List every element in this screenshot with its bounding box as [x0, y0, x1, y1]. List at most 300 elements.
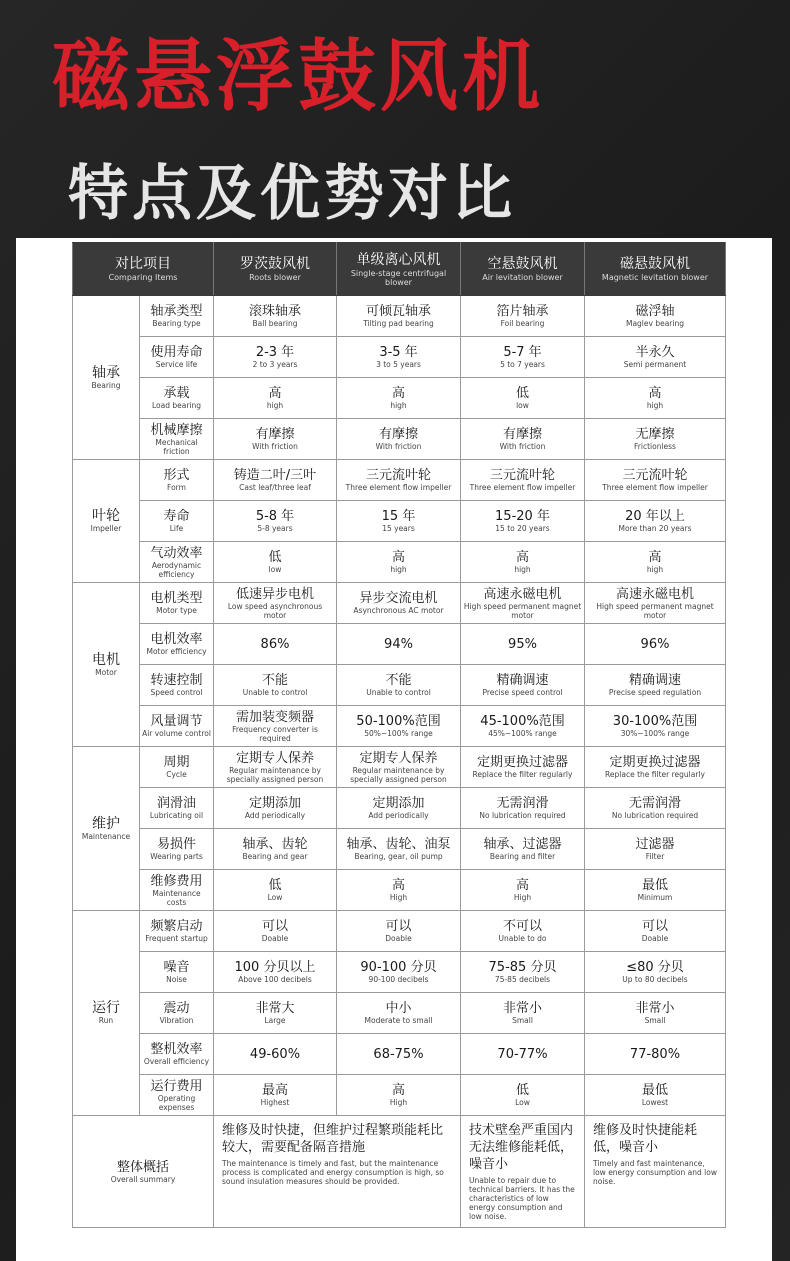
cell-text-zh: 50-100%范围 — [356, 714, 441, 729]
cell-text-en: Bearing — [91, 380, 121, 390]
table-row — [73, 337, 726, 378]
cell-text-en: Unable to do — [498, 934, 547, 943]
item-label — [140, 378, 214, 419]
cell-text-zh: 电机 — [92, 651, 120, 668]
value-cell — [337, 788, 461, 829]
value-cell — [461, 337, 585, 378]
cell-text-en: Load bearing — [151, 401, 202, 410]
cell-text-zh: 100 分贝以上 — [234, 960, 316, 975]
cell-text-en: 15 to 20 years — [495, 524, 550, 533]
value-cell — [585, 911, 726, 952]
value-cell — [214, 747, 337, 788]
value-cell — [585, 583, 726, 624]
cell-text-zh: 有摩擦 — [255, 427, 295, 442]
table-row — [73, 419, 726, 460]
cell-text-zh: 可以 — [641, 919, 668, 934]
group-label — [73, 747, 140, 911]
cell-text-zh: 转速控制 — [150, 673, 203, 688]
cell-text-zh: 高 — [391, 1083, 405, 1098]
cell-text-zh: 定期更换过滤器 — [476, 755, 568, 770]
item-label — [140, 419, 214, 460]
cell-text-en: Minimum — [637, 893, 673, 902]
value-cell — [461, 378, 585, 419]
cell-text-en: low — [516, 401, 529, 410]
cell-text-zh: 可以 — [385, 919, 412, 934]
cell-text-zh: 90-100 分贝 — [360, 960, 437, 975]
cell-text-en: Doable — [385, 934, 412, 943]
cell-text-zh: ≤80 分贝 — [626, 960, 684, 975]
value-cell — [585, 1034, 726, 1075]
cell-text-en: Low speed asynchronous motor — [227, 601, 323, 620]
cell-text-en: The maintenance is timely and fast, but the maintenance process is complicated and energy consumption is high, so sound insulation measures should be provided. — [222, 1159, 444, 1186]
cell-text-en: Low — [267, 893, 283, 902]
value-cell — [337, 911, 461, 952]
cell-text-zh: 45-100%范围 — [480, 714, 565, 729]
table-row — [73, 911, 726, 952]
cell-text-zh: 震动 — [163, 1001, 190, 1016]
cell-text-zh: 最低 — [641, 878, 668, 893]
table-row — [73, 829, 726, 870]
item-label — [140, 993, 214, 1034]
cell-text-en: Three element flow impeller — [469, 483, 576, 492]
cell-text-en: Motor type — [156, 606, 197, 615]
cell-text-en: high — [646, 565, 664, 574]
item-label — [140, 1034, 214, 1075]
cell-text-zh: 定期专人保养 — [235, 750, 314, 766]
cell-text-zh: 定期专人保养 — [359, 750, 438, 766]
cell-text-zh: 低 — [268, 878, 282, 893]
cell-text-en: Impeller — [90, 524, 122, 533]
cell-text-zh: 75-85 分贝 — [488, 960, 557, 975]
cell-text-en: Three element flow impeller — [345, 483, 452, 492]
cell-text-en: Replace the filter regularly — [472, 770, 573, 779]
cell-text-en: Bearing and filter — [489, 852, 556, 861]
item-label — [140, 460, 214, 501]
value-cell — [337, 870, 461, 911]
value-cell — [585, 419, 726, 460]
item-label — [140, 542, 214, 583]
value-cell — [337, 1034, 461, 1075]
value-cell — [337, 501, 461, 542]
group-label — [73, 296, 140, 460]
value-cell — [585, 706, 726, 747]
cell-text-en: Add periodically — [368, 811, 429, 820]
value-cell — [214, 870, 337, 911]
cell-text-en: Precise speed control — [482, 688, 563, 697]
cell-text-zh: 整机效率 — [150, 1042, 203, 1057]
cell-text-en: With friction — [375, 442, 422, 451]
value-cell — [461, 870, 585, 911]
item-label — [140, 583, 214, 624]
cell-text-zh: 高 — [648, 550, 662, 565]
cell-text-en: Service life — [155, 360, 198, 369]
cell-text-en: Small — [644, 1016, 666, 1025]
value-cell — [214, 665, 337, 706]
value-cell — [461, 829, 585, 870]
value-cell — [337, 706, 461, 747]
cell-text-zh: 承载 — [163, 386, 190, 401]
cell-text-zh: 技术壁垒严重国内无法维修能耗低，噪音小 — [469, 1123, 574, 1172]
table-header-row — [73, 243, 726, 296]
value-cell — [585, 952, 726, 993]
cell-text-zh: 高 — [391, 550, 405, 565]
cell-text-zh: 风量调节 — [150, 714, 203, 729]
value-cell — [214, 501, 337, 542]
cell-text-zh: 70-77% — [497, 1046, 548, 1062]
table-row — [73, 665, 726, 706]
cell-text-zh: 箔片轴承 — [496, 304, 549, 319]
cell-text-zh: 三元流叶轮 — [489, 468, 555, 483]
value-cell — [585, 993, 726, 1034]
cell-text-en: High — [389, 893, 408, 902]
cell-text-zh: 3-5 年 — [379, 345, 418, 360]
cell-text-en: Operating expenses — [157, 1093, 196, 1112]
value-cell — [214, 911, 337, 952]
summary-label — [73, 1116, 214, 1228]
cell-text-en: Regular maintenance by specially assigned person — [226, 765, 324, 784]
cell-text-en: Regular maintenance by specially assigned person — [350, 765, 447, 784]
value-cell — [214, 993, 337, 1034]
value-cell — [461, 501, 585, 542]
cell-text-zh: 过滤器 — [635, 837, 675, 852]
value-cell — [585, 747, 726, 788]
cell-text-zh: 噪音 — [163, 960, 190, 975]
item-label — [140, 624, 214, 665]
value-cell — [214, 624, 337, 665]
header-centrifugal-blower: 单级离心风机 Single-stage centrifugal blower — [337, 243, 461, 296]
value-cell — [461, 624, 585, 665]
table-row — [73, 870, 726, 911]
group-label — [73, 583, 140, 747]
cell-text-zh: 机械摩擦 — [150, 422, 203, 438]
cell-text-zh: 轴承、齿轮 — [242, 837, 308, 852]
item-label — [140, 747, 214, 788]
cell-text-zh: 定期添加 — [248, 796, 301, 811]
cell-text-en: High speed permanent magnet motor — [596, 601, 714, 620]
cell-text-en: 30%~100% range — [620, 729, 690, 738]
value-cell — [585, 296, 726, 337]
header-air-levitation-blower: 空悬鼓风机 Air levitation blower — [461, 243, 585, 296]
cell-text-zh: 15 年 — [381, 509, 416, 524]
cell-text-en: 45%~100% range — [488, 729, 557, 738]
header-maglev-blower: 磁悬鼓风机 Magnetic levitation blower — [585, 243, 726, 296]
item-label — [140, 911, 214, 952]
cell-text-en: high — [390, 565, 407, 574]
cell-text-zh: 5-7 年 — [503, 345, 542, 360]
cell-text-en: Frictionless — [634, 442, 676, 451]
cell-text-en: Speed control — [150, 688, 203, 697]
cell-text-en: Overall summary — [110, 1174, 176, 1184]
cell-text-zh: 定期添加 — [372, 796, 425, 811]
cell-text-en: low — [268, 565, 282, 574]
cell-text-en: Large — [264, 1016, 286, 1025]
cell-text-zh: 半永久 — [635, 345, 675, 360]
value-cell — [214, 788, 337, 829]
cell-text-en: Unable to control — [366, 688, 431, 697]
cell-text-zh: 5-8 年 — [255, 509, 295, 524]
comparison-table — [72, 242, 726, 1228]
summary-maglev — [585, 1116, 726, 1228]
value-cell — [461, 542, 585, 583]
cell-text-zh: 不可以 — [502, 919, 542, 934]
value-cell — [461, 419, 585, 460]
cell-text-zh: 维修及时快捷，但维护过程繁琐能耗比较大，需要配备隔音措施 — [222, 1123, 444, 1155]
value-cell — [585, 1075, 726, 1116]
value-cell — [461, 706, 585, 747]
cell-text-zh: 95% — [508, 636, 537, 652]
cell-text-en: No lubrication required — [611, 811, 699, 820]
value-cell — [214, 583, 337, 624]
value-cell — [214, 1075, 337, 1116]
cell-text-en: Timely and fast maintenance, low energy consumption and low noise. — [593, 1159, 717, 1186]
cell-text-zh: 电机类型 — [150, 591, 203, 606]
item-label — [140, 296, 214, 337]
cell-text-zh: 有摩擦 — [502, 427, 542, 442]
cell-text-zh: 寿命 — [163, 509, 190, 524]
value-cell — [214, 460, 337, 501]
cell-text-zh: 高速永磁电机 — [483, 586, 562, 602]
summary-air-levitation — [461, 1116, 585, 1228]
cell-text-zh: 维修及时快捷能耗低，噪音小 — [593, 1123, 698, 1155]
cell-text-en: No lubrication required — [479, 811, 566, 820]
cell-text-en: Above 100 decibels — [238, 975, 312, 984]
cell-text-zh: 形式 — [163, 468, 190, 483]
cell-text-zh: 高 — [648, 386, 662, 401]
table-row — [73, 788, 726, 829]
cell-text-zh: 非常小 — [502, 1001, 542, 1016]
cell-text-en: Low — [515, 1098, 530, 1107]
cell-text-zh: 低 — [515, 1083, 529, 1098]
table-row — [73, 378, 726, 419]
cell-text-en: Doable — [261, 934, 289, 943]
cell-text-zh: 运行费用 — [150, 1078, 203, 1094]
cell-text-zh: 精确调速 — [496, 673, 549, 688]
table-row — [73, 624, 726, 665]
value-cell — [214, 829, 337, 870]
table-row — [73, 706, 726, 747]
cell-text-en: Maintenance costs — [152, 888, 201, 907]
cell-text-en: Aerodynamic efficiency — [151, 560, 202, 579]
cell-text-zh: 最高 — [261, 1083, 288, 1098]
value-cell — [337, 829, 461, 870]
table-row — [73, 952, 726, 993]
cell-text-en: Add periodically — [244, 811, 306, 820]
value-cell — [461, 788, 585, 829]
value-cell — [585, 624, 726, 665]
cell-text-en: high — [390, 401, 407, 410]
cell-text-en: Wearing parts — [150, 852, 203, 861]
cell-text-en: High — [389, 1098, 408, 1107]
value-cell — [461, 747, 585, 788]
value-cell — [214, 419, 337, 460]
item-label — [140, 870, 214, 911]
cell-text-zh: 高 — [391, 878, 405, 893]
value-cell — [337, 378, 461, 419]
cell-text-zh: 不能 — [261, 673, 288, 688]
cell-text-en: 2 to 3 years — [252, 360, 298, 369]
cell-text-en: Three element flow impeller — [602, 483, 708, 492]
value-cell — [461, 1075, 585, 1116]
item-label — [140, 337, 214, 378]
table-row — [73, 542, 726, 583]
cell-text-zh: 非常大 — [255, 1001, 295, 1016]
cell-text-en: Motor — [95, 667, 117, 677]
cell-text-zh: 高速永磁电机 — [615, 586, 694, 602]
cell-text-en: 5-8 years — [257, 524, 293, 533]
cell-text-zh: 叶轮 — [92, 508, 120, 524]
cell-text-zh: 易损件 — [156, 837, 196, 852]
value-cell — [337, 1075, 461, 1116]
cell-text-en: Maglev bearing — [625, 319, 684, 328]
cell-text-zh: 96% — [640, 636, 670, 652]
item-label — [140, 501, 214, 542]
value-cell — [461, 993, 585, 1034]
value-cell — [337, 296, 461, 337]
cell-text-en: Frequent startup — [145, 934, 208, 943]
cell-text-en: Life — [169, 524, 184, 533]
cell-text-en: Up to 80 decibels — [622, 975, 688, 984]
cell-text-zh: 需加装变频器 — [235, 709, 314, 725]
cell-text-zh: 20 年以上 — [625, 509, 685, 524]
cell-text-zh: 无需润滑 — [628, 796, 681, 811]
page-subtitle: 特点及优势对比 — [68, 159, 516, 229]
cell-text-en: Noise — [166, 975, 187, 984]
cell-text-en: Overall efficiency — [143, 1057, 210, 1066]
value-cell — [337, 583, 461, 624]
cell-text-zh: 可以 — [261, 919, 288, 934]
cell-text-en: Unable to control — [242, 688, 308, 697]
cell-text-en: With friction — [499, 442, 546, 451]
value-cell — [337, 993, 461, 1034]
cell-text-zh: 周期 — [163, 755, 190, 770]
table-row — [73, 747, 726, 788]
value-cell — [337, 952, 461, 993]
value-cell — [585, 378, 726, 419]
page-title: 磁悬浮鼓风机 — [52, 32, 545, 122]
value-cell — [585, 870, 726, 911]
cell-text-en: Bearing type — [152, 319, 201, 328]
value-cell — [337, 419, 461, 460]
cell-text-en: Small — [512, 1016, 533, 1025]
cell-text-en: 15 years — [382, 524, 415, 533]
cell-text-zh: 49-60% — [249, 1046, 301, 1062]
cell-text-zh: 不能 — [385, 673, 412, 688]
table-row — [73, 296, 726, 337]
cell-text-en: Lowest — [641, 1098, 669, 1107]
cell-text-zh: 无摩擦 — [635, 427, 675, 442]
cell-text-zh: 低 — [515, 386, 529, 401]
cell-text-zh: 异步交流电机 — [359, 591, 438, 606]
cell-text-zh: 滚珠轴承 — [248, 304, 301, 319]
cell-text-en: 90-100 decibels — [368, 975, 429, 984]
cell-text-en: 5 to 7 years — [500, 360, 545, 369]
cell-text-en: Semi permanent — [623, 360, 687, 369]
cell-text-zh: 高 — [515, 550, 529, 565]
cell-text-zh: 30-100%范围 — [612, 714, 698, 729]
value-cell — [585, 460, 726, 501]
group-label — [73, 460, 140, 583]
value-cell — [214, 296, 337, 337]
cell-text-zh: 94% — [384, 636, 413, 652]
cell-text-en: Vibration — [159, 1016, 194, 1025]
cell-text-zh: 可倾瓦轴承 — [365, 304, 431, 319]
value-cell — [585, 665, 726, 706]
value-cell — [585, 501, 726, 542]
cell-text-en: Ball bearing — [252, 319, 298, 328]
value-cell — [461, 1034, 585, 1075]
table-row — [73, 460, 726, 501]
header-roots-blower: 罗茨鼓风机 Roots blower — [214, 243, 337, 296]
cell-text-en: Cycle — [166, 770, 187, 779]
cell-text-en: Moderate to small — [364, 1016, 433, 1025]
item-label — [140, 1075, 214, 1116]
table-row — [73, 1075, 726, 1116]
cell-text-en: High — [513, 893, 532, 902]
value-cell — [337, 337, 461, 378]
value-cell — [461, 665, 585, 706]
value-cell — [214, 952, 337, 993]
cell-text-en: Air volume control — [142, 729, 211, 738]
cell-text-zh: 有摩擦 — [378, 427, 418, 442]
value-cell — [585, 829, 726, 870]
cell-text-zh: 86% — [260, 636, 290, 652]
item-label — [140, 952, 214, 993]
cell-text-en: 75-85 decibels — [494, 975, 551, 984]
item-label — [140, 788, 214, 829]
item-label — [140, 706, 214, 747]
cell-text-en: Filter — [645, 852, 665, 861]
cell-text-en: More than 20 years — [618, 524, 692, 533]
table-row — [73, 583, 726, 624]
cell-text-zh: 磁浮轴 — [635, 304, 675, 319]
item-label — [140, 829, 214, 870]
cell-text-zh: 精确调速 — [628, 673, 681, 688]
cell-text-zh: 整体概括 — [116, 1159, 169, 1175]
table-row — [73, 501, 726, 542]
cell-text-en: Maintenance — [81, 831, 131, 841]
cell-text-zh: 2-3 年 — [255, 345, 295, 360]
cell-text-en: Highest — [260, 1098, 290, 1107]
value-cell — [337, 747, 461, 788]
cell-text-zh: 轴承 — [92, 364, 120, 381]
value-cell — [214, 1034, 337, 1075]
cell-text-zh: 高 — [268, 386, 282, 401]
value-cell — [585, 542, 726, 583]
value-cell — [461, 460, 585, 501]
cell-text-zh: 77-80% — [629, 1046, 681, 1062]
cell-text-zh: 高 — [515, 878, 529, 893]
cell-text-zh: 15-20 年 — [495, 509, 550, 524]
value-cell — [214, 378, 337, 419]
value-cell — [337, 542, 461, 583]
cell-text-en: high — [266, 401, 284, 410]
cell-text-en: high — [514, 565, 531, 574]
header-comparing-items: 对比项目 Comparing Items — [73, 243, 214, 296]
table-row — [73, 1034, 726, 1075]
cell-text-en: Frequency converter is required — [232, 724, 318, 743]
cell-text-zh: 三元流叶轮 — [365, 468, 431, 483]
value-cell — [585, 788, 726, 829]
summary-roots-centrifugal — [214, 1116, 461, 1228]
comparison-sheet — [16, 238, 772, 1261]
cell-text-en: Run — [98, 1016, 114, 1025]
value-cell — [214, 542, 337, 583]
cell-text-en: 50%~100% range — [364, 729, 433, 738]
cell-text-zh: 中小 — [385, 1001, 412, 1016]
cell-text-en: 3 to 5 years — [376, 360, 421, 369]
cell-text-zh: 维护 — [92, 815, 120, 832]
value-cell — [585, 337, 726, 378]
